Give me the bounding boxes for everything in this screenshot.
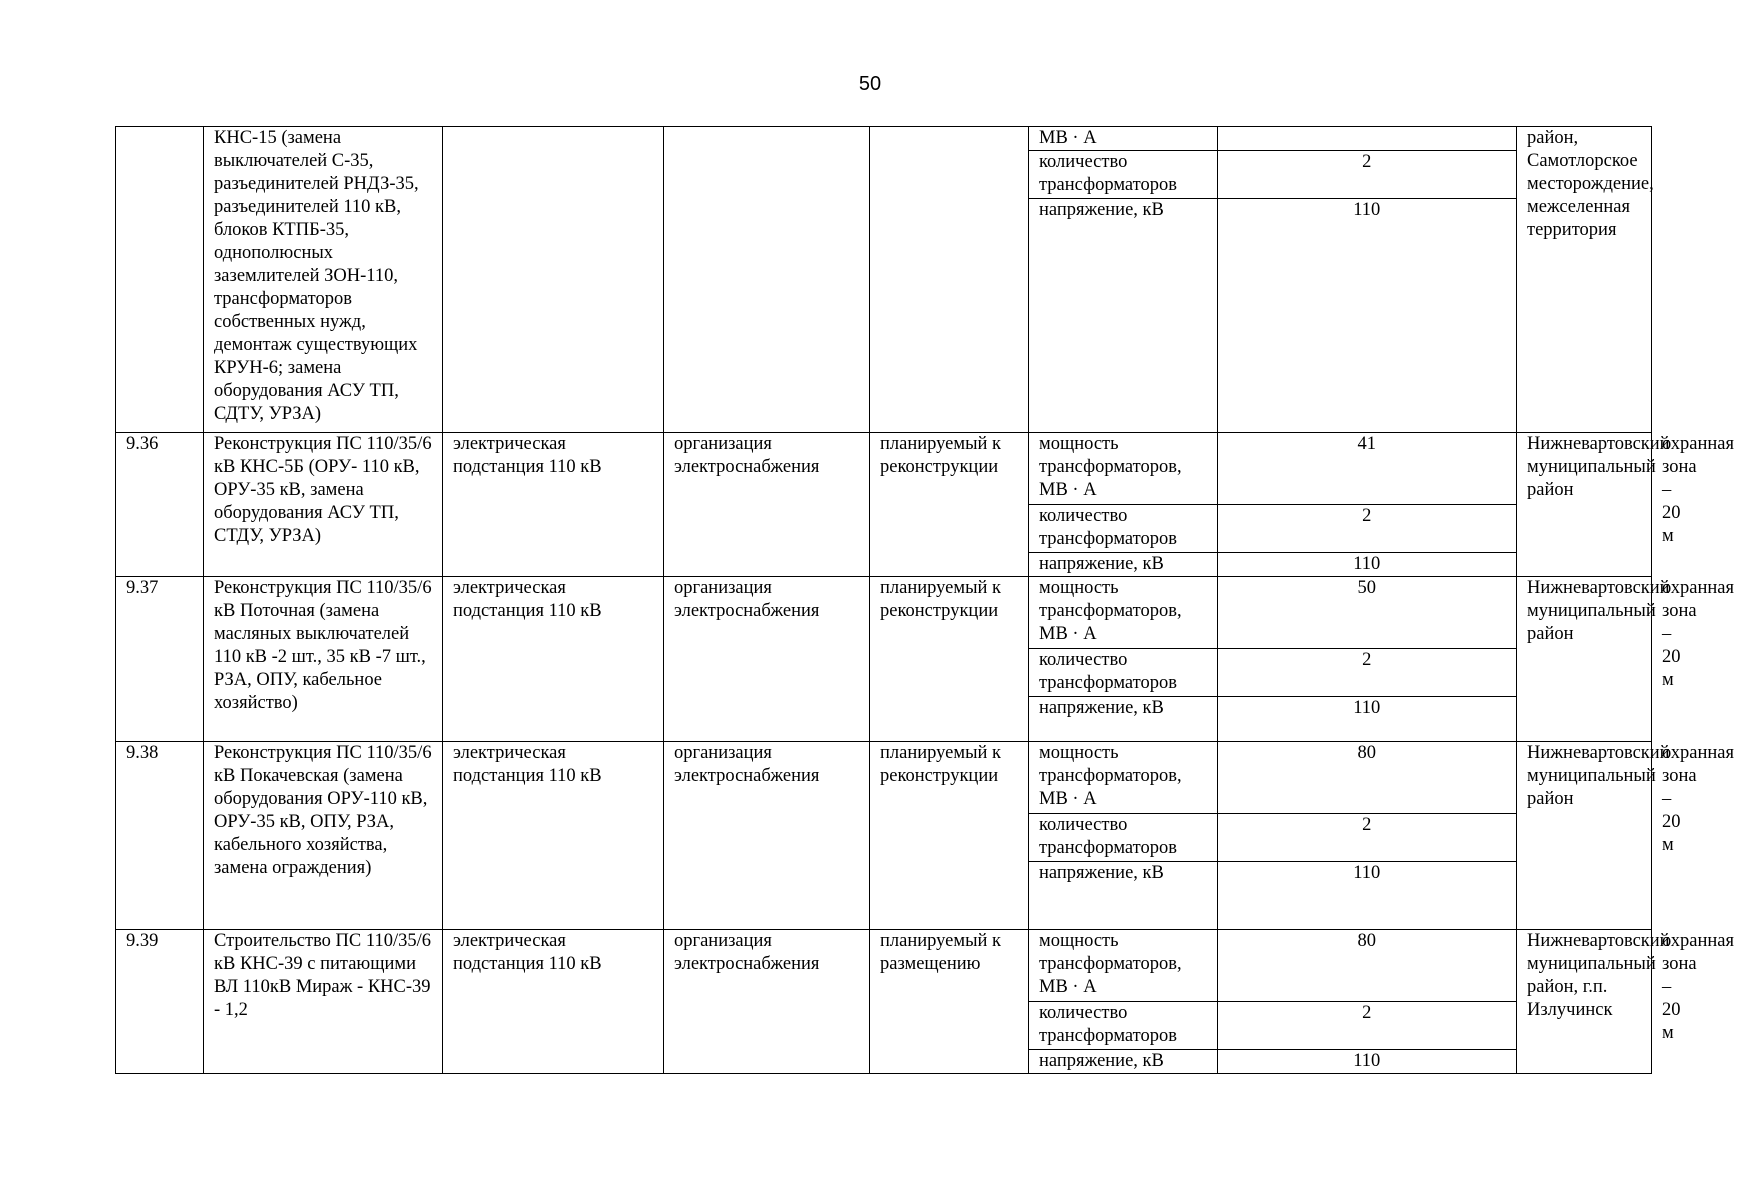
table-row bbox=[116, 127, 1652, 433]
object-name: Реконструкция ПС 110/35/6 кВ КНС-5Б (ОРУ- 110 кВ, ОРУ-35 кВ, замена оборудования АСУ ТП, СТДУ, УРЗА) bbox=[204, 433, 443, 577]
object-type: электрическая подстанция 110 кВ bbox=[443, 433, 664, 577]
param-value bbox=[1217, 127, 1516, 151]
object-location: Нижневартовский муниципальный район, г.п. Излучинск bbox=[1517, 930, 1652, 1074]
param-name: количество трансформаторов bbox=[1029, 504, 1217, 552]
parameters-cell bbox=[1029, 742, 1517, 930]
object-type bbox=[443, 127, 664, 433]
object-purpose: организация электроснабжения bbox=[664, 577, 870, 742]
param-name: мощность трансформаторов, МВ · А bbox=[1029, 742, 1217, 813]
object-status: планируемый к реконструкции bbox=[870, 577, 1029, 742]
parameters-cell bbox=[1029, 577, 1517, 742]
param-value: 2 bbox=[1217, 504, 1516, 552]
param-name: напряжение, кВ bbox=[1039, 862, 1164, 883]
param-name: напряжение, кВ bbox=[1039, 200, 1164, 220]
object-name: Реконструкция ПС 110/35/6 кВ Покачевская (замена оборудования ОРУ-110 кВ, ОРУ-35 кВ, ОПУ, РЗА, кабельного хозяйства, замена ограждения) bbox=[204, 742, 443, 930]
param-name: напряжение, кВ bbox=[1039, 697, 1164, 718]
object-status bbox=[870, 127, 1029, 433]
param-value: 110 bbox=[1217, 696, 1516, 741]
object-name: Строительство ПС 110/35/6 кВ КНС-39 с питающими ВЛ 110кВ Мираж - КНС-39 - 1,2 bbox=[204, 930, 443, 1074]
param-value: 110 bbox=[1217, 199, 1516, 433]
param-name: мощность трансформаторов, МВ · А bbox=[1029, 577, 1217, 648]
param-value: 80 bbox=[1217, 930, 1516, 1001]
parameters-cell bbox=[1029, 930, 1517, 1074]
object-status: планируемый к размещению bbox=[870, 930, 1029, 1074]
param-name: напряжение, кВ bbox=[1039, 1050, 1164, 1071]
row-number: 9.36 bbox=[116, 433, 204, 577]
param-value: 2 bbox=[1217, 1001, 1516, 1049]
param-value: 50 bbox=[1217, 577, 1516, 648]
table-row: 9.38 Реконструкция ПС 110/35/6 кВ Покачевская (замена оборудования ОРУ-110 кВ, ОРУ-35 кВ, ОПУ, РЗА, кабельного хозяйства, замена ограждения) электрическая подстанция 110 кВ организация электроснабжения планируемый к реконструкции мощность трансформаторов, МВ · А 80 количество трансформаторов 2 напряжение, кВ 110 Нижневартовский муниципальный район охранная зона – 20 м bbox=[116, 742, 1652, 930]
object-name: КНС-15 (замена выключателей С-35, разъединителей РНДЗ-35, разъединителей 110 кВ, блоков КТПБ-35, однополюсных заземлителей ЗОН-110, трансформаторов собственных нужд, демонтаж существующих КРУН-6; замена оборудования АСУ ТП, СДТУ, УРЗА) bbox=[204, 127, 443, 433]
object-location: Нижневартовский муниципальный район bbox=[1517, 742, 1652, 930]
object-status: планируемый к реконструкции bbox=[870, 433, 1029, 577]
param-value: 80 bbox=[1217, 742, 1516, 813]
param-name: мощность трансформаторов, МВ · А bbox=[1029, 930, 1217, 1001]
param-name: МВ · А bbox=[1029, 127, 1217, 151]
object-purpose: организация электроснабжения bbox=[664, 930, 870, 1074]
parameters-cell bbox=[1029, 433, 1517, 577]
param-value: 2 bbox=[1217, 648, 1516, 696]
param-value: 110 bbox=[1217, 552, 1516, 576]
param-name: мощность трансформаторов, МВ · А bbox=[1029, 433, 1217, 504]
table-row: 9.39 Строительство ПС 110/35/6 кВ КНС-39 с питающими ВЛ 110кВ Мираж - КНС-39 - 1,2 электрическая подстанция 110 кВ организация электроснабжения планируемый к размещению мощность трансформаторов, МВ · А 80 количество трансформаторов 2 напряжение, кВ 110 Нижневартовский муниципальный район, г.п. Излучинск охранная зона – 20 м bbox=[116, 930, 1652, 1074]
object-type: электрическая подстанция 110 кВ bbox=[443, 577, 664, 742]
object-status: планируемый к реконструкции bbox=[870, 742, 1029, 930]
page-number: 50 bbox=[858, 73, 882, 95]
param-value: 2 bbox=[1217, 813, 1516, 861]
object-purpose: организация электроснабжения bbox=[664, 433, 870, 577]
table-row: 9.37 Реконструкция ПС 110/35/6 кВ Поточная (замена масляных выключателей 110 кВ -2 шт., 35 кВ -7 шт., РЗА, ОПУ, кабельное хозяйство) электрическая подстанция 110 кВ организация электроснабжения планируемый к реконструкции мощность трансформаторов, МВ · А 50 количество трансформаторов 2 напряжение, кВ 110 Нижневартовский муниципальный район охранная зона – 20 м bbox=[116, 577, 1652, 742]
param-name: напряжение, кВ bbox=[1039, 553, 1164, 574]
object-location: Нижневартовский муниципальный район bbox=[1517, 433, 1652, 577]
param-name: количество трансформаторов bbox=[1029, 151, 1217, 199]
parameters-cell bbox=[1029, 127, 1517, 433]
object-location: Нижневартовский муниципальный район bbox=[1517, 577, 1652, 742]
param-value: 41 bbox=[1217, 433, 1516, 504]
row-number: 9.39 bbox=[116, 930, 204, 1074]
object-type: электрическая подстанция 110 кВ bbox=[443, 742, 664, 930]
row-number: 9.38 bbox=[116, 742, 204, 930]
object-purpose bbox=[664, 127, 870, 433]
param-name: количество трансформаторов bbox=[1029, 813, 1217, 861]
object-type: электрическая подстанция 110 кВ bbox=[443, 930, 664, 1074]
param-name: количество трансформаторов bbox=[1029, 648, 1217, 696]
param-value: 2 bbox=[1217, 151, 1516, 199]
row-number bbox=[116, 127, 204, 433]
param-value: 110 bbox=[1217, 861, 1516, 929]
param-value: 110 bbox=[1217, 1049, 1516, 1073]
objects-table bbox=[115, 126, 1735, 1074]
table-row: 9.36 Реконструкция ПС 110/35/6 кВ КНС-5Б (ОРУ- 110 кВ, ОРУ-35 кВ, замена оборудования АСУ ТП, СТДУ, УРЗА) электрическая подстанция 110 кВ организация электроснабжения планируемый к реконструкции мощность трансформаторов, МВ · А 41 количество трансформаторов 2 напряжение, кВ 110 Нижневартовский муниципальный район охранная зона – 20 м bbox=[116, 433, 1652, 577]
row-number: 9.37 bbox=[116, 577, 204, 742]
object-purpose: организация электроснабжения bbox=[664, 742, 870, 930]
object-location: район, Самотлорское месторождение, межселенная территория bbox=[1517, 127, 1652, 433]
param-name: количество трансформаторов bbox=[1029, 1001, 1217, 1049]
object-name: Реконструкция ПС 110/35/6 кВ Поточная (замена масляных выключателей 110 кВ -2 шт., 35 кВ -7 шт., РЗА, ОПУ, кабельное хозяйство) bbox=[204, 577, 443, 742]
